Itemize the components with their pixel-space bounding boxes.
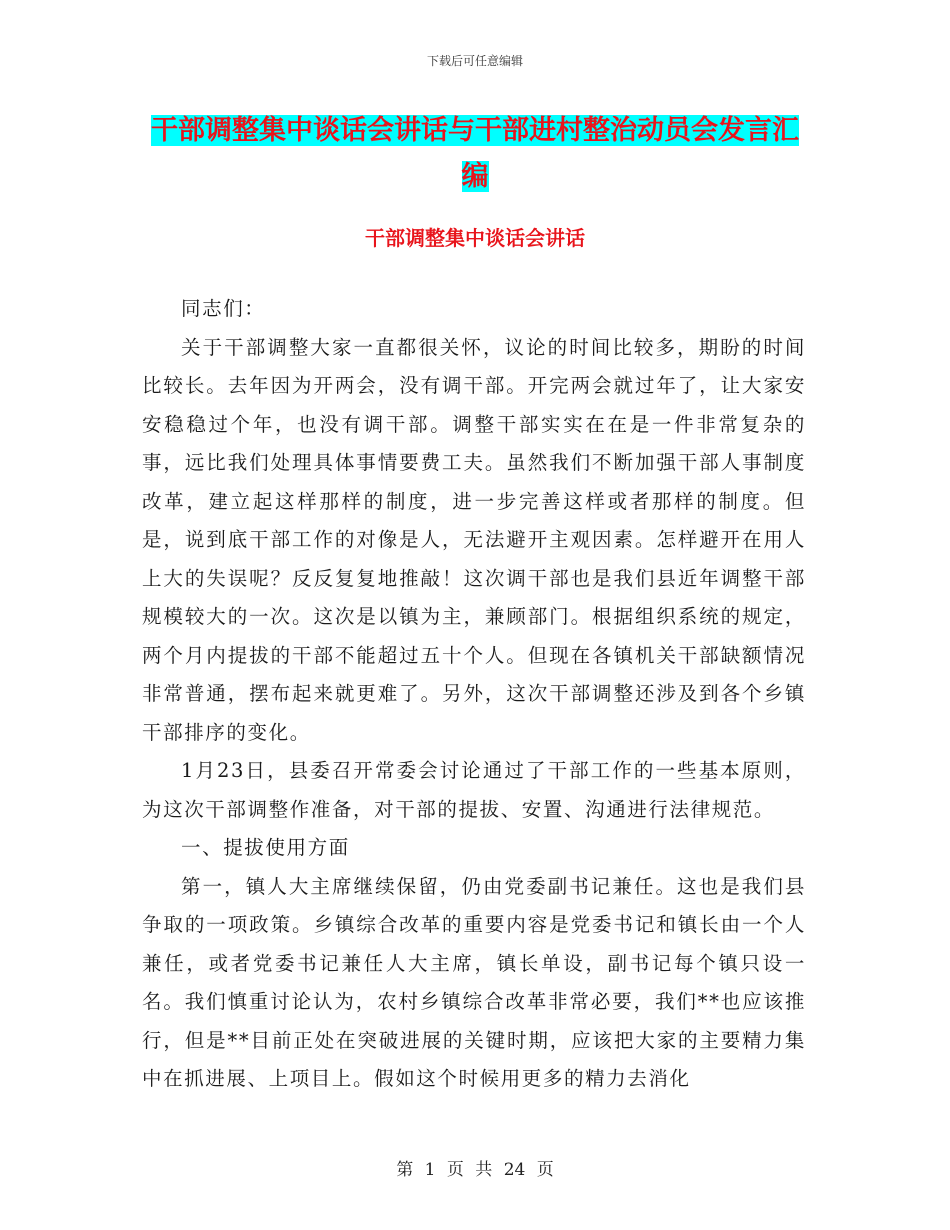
paragraph-salutation: 同志们： [181,297,266,320]
paragraph: 第一，镇人大主席继续保留，仍由党委副书记兼任。这也是我们县争取的一项政策。乡镇综合改革的重要内容是党委书记和镇长由一个人兼任，或者党委书记兼任人大主席，镇长单设，副书记每个镇只设一名。我们慎重讨论认为，农村乡镇综合改革非常必要，我们**也应该推行，但是**目前正处在突破进展的关键时期，应该把大家的主要精力集中在抓进展、上项目上。假如这个时候用更多的精力去消化 [142,874,806,1090]
paragraph: 1月23日，县委召开常委会讨论通过了干部工作的一些基本原则，为这次干部调整作准备，对干部的提拔、安置、沟通进行法律规范。 [142,759,806,821]
header-note: 下载后可任意编辑 [426,54,523,68]
page-footer: 第 1 页 共 24 页 [396,1160,554,1180]
document-title [140,108,810,200]
document-body [142,290,806,1099]
paragraph: 关于干部调整大家一直都很关怀，议论的时间比较多，期盼的时间比较长。去年因为开两会，没有调干部。开完两会就过年了，让大家安安稳稳过个年，也没有调干部。调整干部实实在在是一件非常复杂的事，远比我们处理具体事情要费工夫。虽然我们不断加强干部人事制度改革，建立起这样那样的制度，进一步完善这样或者那样的制度。但是，说到底干部工作的对像是人，无法避开主观因素。怎样避开在用人上大的失误呢？反反复复地推敲！这次调干部也是我们县近年调整干部规模较大的一次。这次是以镇为主，兼顾部门。根据组织系统的规定，两个月内提拔的干部不能超过五十个人。但现在各镇机关干部缺额情况非常普通，摆布起来就更难了。另外，这次干部调整还涉及到各个乡镇干部排序的变化。 [142,335,806,744]
document-title-text: 干部调整集中谈话会讲话与干部进村整治动员会发言汇编 [151,115,799,192]
paragraph-heading: 一、提拔使用方面 [181,836,350,859]
section-title: 干部调整集中谈话会讲话 [365,226,585,250]
